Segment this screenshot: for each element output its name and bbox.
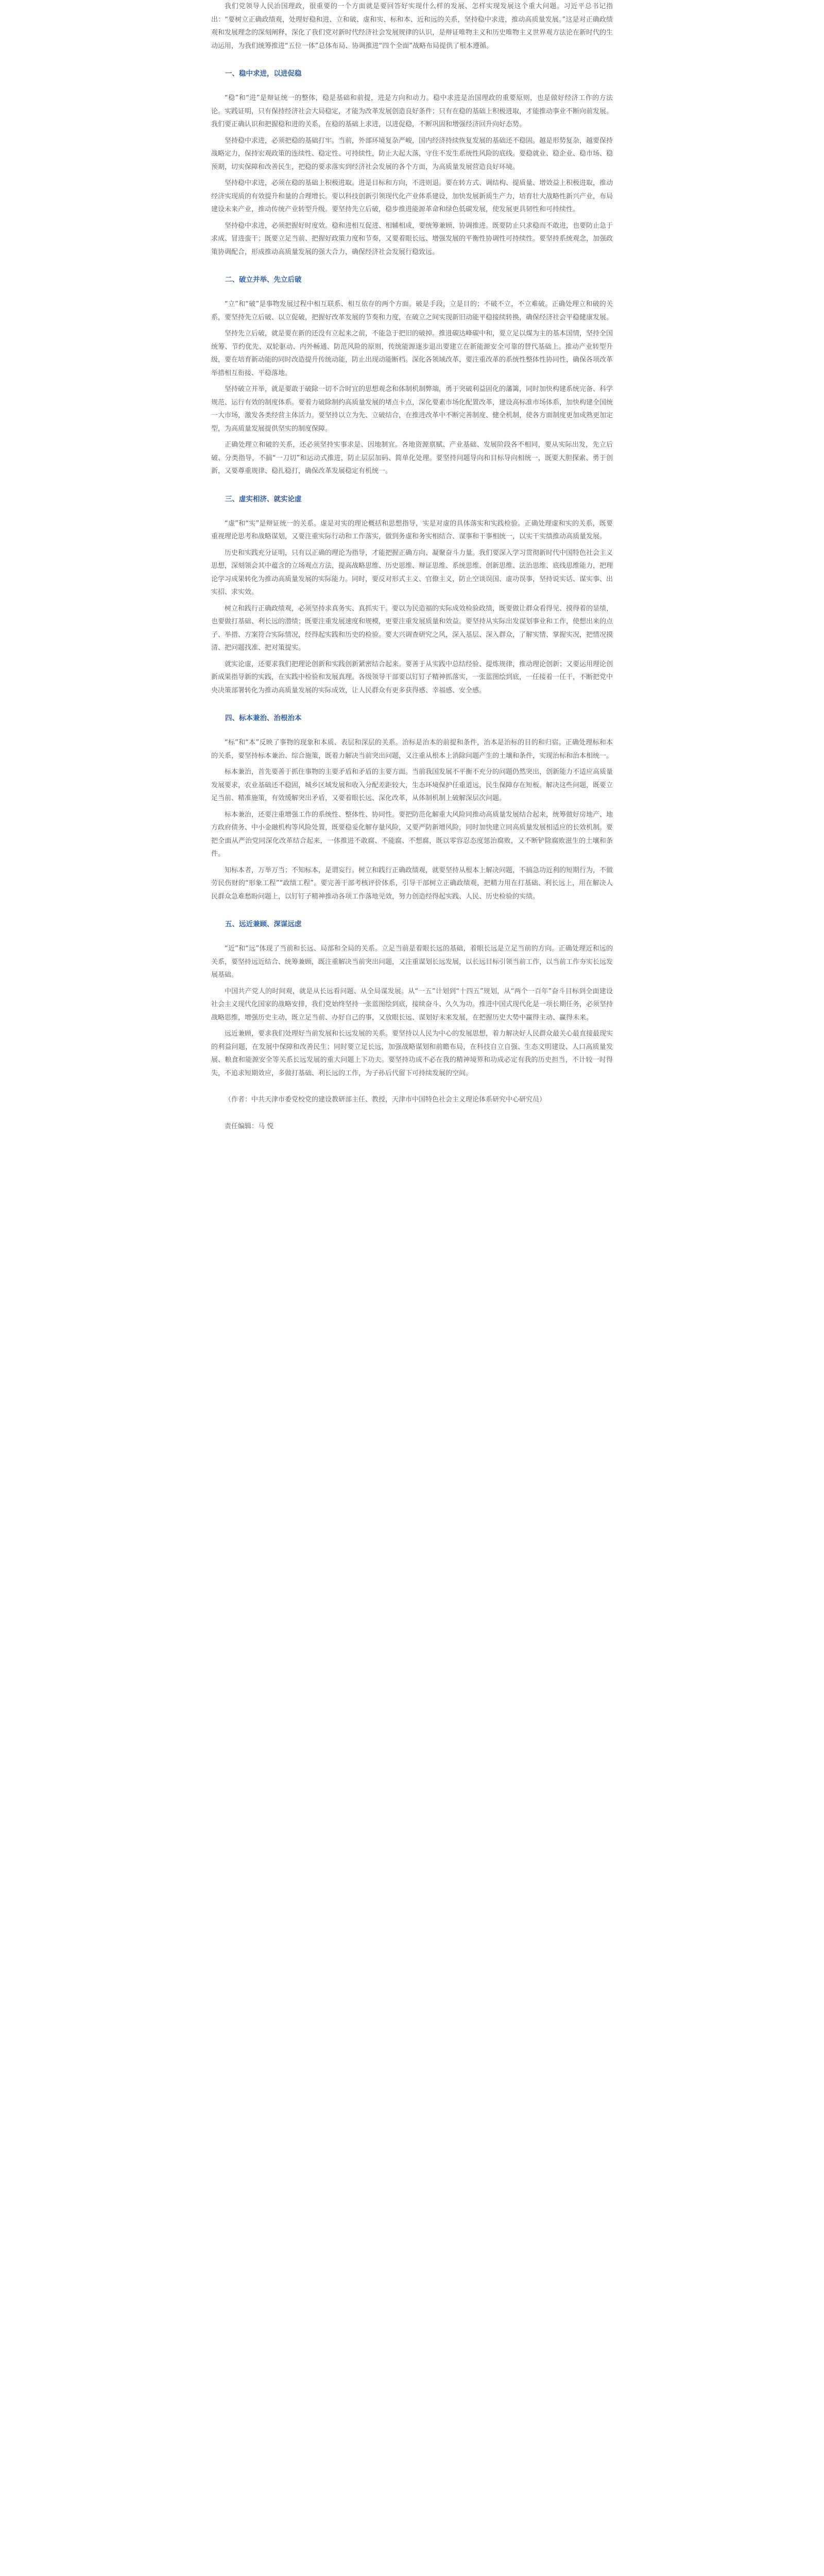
- section-heading-2: 二、破立并举、先立后破: [225, 276, 302, 284]
- section-1-paragraph: “稳”和“进”是辩证统一的整体，稳是基础和前提，进是方向和动力。稳中求进是治国理政的重要原则，也是做好经济工作的方法论。实践证明，只有保持经济社会大局稳定，才能为改革发展创造良好条件；只有在稳的基础上积极进取，才能推动事业不断向前发展。我们要正确认识和把握稳和进的关系，在稳的基础上求进，以进促稳，不断巩固和增强经济回升向好态势。: [211, 94, 613, 128]
- article-body: [211, 0, 613, 1136]
- section-3-paragraph: “虚”和“实”是辩证统一的关系。虚是对实的理论概括和思想指导，实是对虚的具体落实和实践检验。正确处理虚和实的关系，既要重视理论思考和战略谋划，又要注重实际行动和工作落实，做到务虚和务实相结合、谋事和干事相统一，以实干实绩推动高质量发展。: [211, 519, 613, 540]
- section-4-paragraph: 标本兼治，首先要善于抓住事物的主要矛盾和矛盾的主要方面。当前我国发展不平衡不充分的问题仍然突出，创新能力不适应高质量发展要求，农业基础还不稳固，城乡区域发展和收入分配差距较大，生态环境保护任重道远，民生保障存在短板。解决这些问题，既要立足当前、精准施策，有效缓解突出矛盾，又要着眼长远、深化改革，从体制机制上破解深层次问题。: [211, 768, 613, 802]
- section-5-paragraph: 远近兼顾，要求我们处理好当前发展和长远发展的关系。要坚持以人民为中心的发展思想，着力解决好人民群众最关心最直接最现实的利益问题，在发展中保障和改善民生；同时要立足长远，加强战略谋划和前瞻布局，在科技自立自强、生态文明建设、人口高质量发展、粮食和能源安全等关系长远发展的重大问题上下功夫。要坚持功成不必在我的精神境界和功成必定有我的历史担当，不计较一时得失，不追求短期效应，多做打基础、利长远的工作，为子孙后代留下可持续发展的空间。: [211, 1030, 613, 1077]
- section-3-paragraph: 树立和践行正确政绩观，必须坚持求真务实、真抓实干。要以为民造福的实际成效检验政绩，既要做让群众看得见、摸得着的显绩，也要做打基础、利长远的潜绩；既要注重发展速度和规模，更要注重发展质量和效益。要坚持从实际出发谋划事业和工作，使想出来的点子、举措、方案符合实际情况，经得起实践和历史的检验。要大兴调查研究之风，深入基层、深入群众，了解实情、掌握实况，把情况摸清、把问题找准、把对策提实。: [211, 604, 613, 652]
- section-4-paragraph: “标”和“本”反映了事物的现象和本质、表层和深层的关系。治标是治本的前提和条件，治本是治标的目的和归宿。正确处理标和本的关系，要坚持标本兼治、综合施策，既着力解决当前突出问题，又注重从根本上消除问题产生的土壤和条件，实现治标和治本相统一。: [211, 739, 613, 760]
- author-note: （作者：中共天津市委党校党的建设教研部主任、教授，天津市中国特色社会主义理论体系研究中心研究员）: [225, 1096, 546, 1104]
- section-heading-4: 四、标本兼治、治根治本: [225, 714, 302, 722]
- intro-paragraph: 我们党领导人民治国理政，很重要的一个方面就是要回答好实现什么样的发展、怎样实现发展这个重大问题。习近平总书记指出：“要树立正确政绩观，处理好稳和进、立和破、虚和实、标和本、近和远的关系，坚持稳中求进，推动高质量发展。”这是对正确政绩观和发展理念的深刻阐释，深化了我们党对新时代经济社会发展规律的认识，是辩证唯物主义和历史唯物主义世界观方法论在新时代的生动运用，为我们统筹推进“五位一体”总体布局、协调推进“四个全面”战略布局提供了根本遵循。: [211, 3, 613, 50]
- section-1-paragraph: 坚持稳中求进，必须在稳的基础上积极进取。进是目标和方向，不进则退。要在转方式、调结构、提质量、增效益上积极进取，推动经济实现质的有效提升和量的合理增长。要以科技创新引领现代化产业体系建设，加快发展新质生产力，培育壮大战略性新兴产业，布局建设未来产业，推动传统产业转型升级。要坚持先立后破，稳步推进能源革命和绿色低碳发展，使发展更具韧性和可持续性。: [211, 179, 613, 213]
- section-5-paragraph: 中国共产党人的时间观，就是从长远看问题、从全局谋发展。从“一五”计划到“十四五”规划，从“两个一百年”奋斗目标到全面建设社会主义现代化国家的战略安排，我们党始终坚持一张蓝图绘到底，接续奋斗、久久为功。推进中国式现代化是一项长期任务，必须坚持战略思维，增强历史主动，既立足当前、办好自己的事，又放眼长远、谋划好未来发展，在把握历史大势中赢得主动、赢得未来。: [211, 987, 613, 1022]
- section-2-paragraph: “立”和“破”是事物发展过程中相互联系、相互依存的两个方面。破是手段，立是目的；不破不立，不立难破。正确处理立和破的关系，要坚持先立后破、以立促破，把握好改革发展的节奏和力度，在破立之间实现新旧动能平稳接续转换，确保经济社会平稳健康发展。: [211, 300, 613, 321]
- section-heading-1: 一、稳中求进，以进促稳: [225, 70, 302, 78]
- section-heading-5: 五、远近兼顾、深谋远虑: [225, 920, 302, 928]
- section-4-paragraph: 知标本者，万举万当；不知标本，是谓妄行。树立和践行正确政绩观，就要坚持从根本上解决问题，不搞急功近利的短期行为，不做劳民伤财的“形象工程”“政绩工程”。要完善干部考核评价体系，引导干部树立正确政绩观，把精力用在打基础、利长远上，用在解决人民群众急难愁盼问题上，以钉钉子精神推动各项工作落地见效，努力创造经得起实践、人民、历史检验的实绩。: [211, 866, 613, 901]
- section-1-paragraph: 坚持稳中求进，必须把稳的基础打牢。当前，外部环境复杂严峻，国内经济持续恢复发展的基础还不稳固。越是形势复杂，越要保持战略定力，保持宏观政策的连续性、稳定性、可持续性，防止大起大落，守住不发生系统性风险的底线。要稳就业、稳企业、稳市场、稳预期，切实保障和改善民生，把稳的要求落实到经济社会发展的各个方面，为高质量发展营造良好环境。: [211, 137, 613, 171]
- section-4-paragraph: 标本兼治，还要注重增强工作的系统性、整体性、协同性。要把防范化解重大风险同推动高质量发展结合起来，统筹做好房地产、地方政府债务、中小金融机构等风险处置，既要稳妥化解存量风险，又要严防新增风险，同时加快建立同高质量发展相适应的长效机制。要把全面从严治党同深化改革结合起来，一体推进不敢腐、不能腐、不想腐，既以零容忍态度惩治腐败，又不断铲除腐败滋生的土壤和条件。: [211, 810, 613, 858]
- responsible-editor: 责任编辑：马 悦: [225, 1122, 274, 1130]
- section-2-paragraph: 坚持破立并举，就是要敢于破除一切不合时宜的思想观念和体制机制弊端，勇于突破利益固化的藩篱，同时加快构建系统完备、科学规范、运行有效的制度体系。要着力破除制约高质量发展的堵点卡点，深化要素市场化配置改革，建设高标准市场体系，加快构建全国统一大市场，激发各类经营主体活力。要坚持以立为先、立破结合，在推进改革中不断完善制度、健全机制，使各方面制度更加成熟更加定型，为高质量发展提供坚实的制度保障。: [211, 385, 613, 433]
- section-5-paragraph: “近”和“远”体现了当前和长远、局部和全局的关系。立足当前是着眼长远的基础，着眼长远是立足当前的方向。正确处理近和远的关系，要坚持远近结合、统筹兼顾，既注重解决当前突出问题，又注重谋划长远发展，以长远目标引领当前工作，以当前工作夯实长远发展基础。: [211, 945, 613, 979]
- section-2-paragraph: 坚持先立后破，就是要在新的还没有立起来之前，不能急于把旧的破掉。推进碳达峰碳中和，要立足以煤为主的基本国情，坚持全国统筹、节约优先、双轮驱动、内外畅通、防范风险的原则，传统能源逐步退出要建立在新能源安全可靠的替代基础上。推动产业转型升级，要在培育新动能的同时改造提升传统动能，防止出现动能断档。深化各领域改革，要注重改革的系统性整体性协同性，确保各项改革举措相互衔接、平稳落地。: [211, 330, 613, 377]
- section-2-paragraph: 正确处理立和破的关系，还必须坚持实事求是、因地制宜。各地资源禀赋、产业基础、发展阶段各不相同，要从实际出发，先立后破、分类指导，不搞“一刀切”和运动式推进，防止层层加码、简单化处理。要坚持问题导向和目标导向相统一，既要大胆探索、勇于创新，又要尊重规律、稳扎稳打，确保改革发展稳定有机统一。: [211, 441, 613, 475]
- section-1-paragraph: 坚持稳中求进，必须把握好时度效。稳和进相互促进、相辅相成，要统筹兼顾、协调推进。既要防止只求稳而不敢进，也要防止急于求成、冒进蛮干；既要立足当前、把握好政策力度和节奏，又要着眼长远、增强发展的平衡性协调性可持续性。要坚持系统观念，加强政策协调配合，形成推动高质量发展的强大合力，确保经济社会发展行稳致远。: [211, 222, 613, 256]
- section-heading-3: 三、虚实相济、就实论虚: [225, 495, 302, 503]
- section-3-paragraph: 历史和实践充分证明，只有以正确的理论为指导，才能把握正确方向、凝聚奋斗力量。我们要深入学习贯彻新时代中国特色社会主义思想，深刻领会其中蕴含的立场观点方法，提高战略思维、历史思维、辩证思维、系统思维、创新思维、法治思维、底线思维能力，把理论学习成果转化为推动高质量发展的实际能力。同时，要反对形式主义、官僚主义，防止空谈误国、虚功误事，坚持说实话、谋实事、出实招、求实效。: [211, 549, 613, 596]
- section-3-paragraph: 就实论虚，还要求我们把理论创新和实践创新紧密结合起来。要善于从实践中总结经验、提炼规律，推动理论创新；又要运用理论创新成果指导新的实践，在实践中检验和发展真理。各级领导干部要以钉钉子精神抓落实，一张蓝图绘到底，一任接着一任干，不断把党中央决策部署转化为推动高质量发展的实际成效，让人民群众有更多获得感、幸福感、安全感。: [211, 660, 613, 694]
